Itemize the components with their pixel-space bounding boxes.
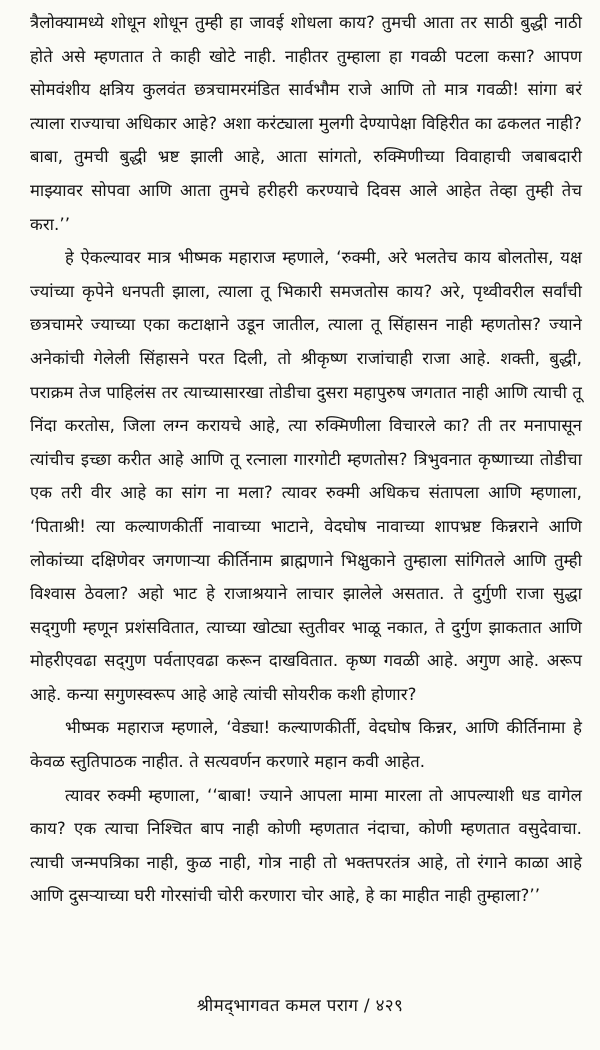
paragraph-2: हे ऐकल्यावर मात्र भीष्मक महाराज म्हणाले, ‘रुक्मी, अरे भलतेच काय बोलतोस, यक्ष ज्यांच्या कृपेने धनपती झाला, त्याला तू भिकारी समजतोस काय? अरे, पृथ्वीवरील सर्वांची छत्रचामरे ज्याच्या एका कटाक्षाने उडून जातील, त्याला तू सिंहासन नाही म्हणतोस? ज्याने अनेकांची गेलेली सिंहासने परत दिली, तो श्रीकृष्ण राजांचाही राजा आहे. शक्ती, बुद्धी, पराक्रम तेज पाहिलंस तर त्याच्यासारखा तोडीचा दुसरा महापुरुष जगतात नाही आणि त्याची तू निंदा करतोस, जिला लग्न करायचे आहे, त्या रुक्मिणीला विचारले का? ती तर मनापासून त्यांचीच इच्छा करीत आहे आणि तू रत्नाला गारगोटी म्हणतोस? त्रिभुवनात कृष्णाच्या तोडीचा एक तरी वीर आहे का सांग ना मला? त्यावर रुक्मी अधिकच संतापला आणि म्हणाला, ‘पिताश्री! त्या कल्याणकीर्ती नावाच्या भाटाने, वेदघोष नावाच्या शापभ्रष्ट किन्नराने आणि लोकांच्या दक्षिणेवर जगणाऱ्या कीर्तिनाम ब्राह्मणाने भिक्षुकाने तुम्हाला सांगितले आणि तुम्ही विश्वास ठेवला? अहो भाट हे राजाश्रयाने लाचार झालेले असतात. ते दुर्गुणी राजा सुद्धा सद्‌गुणी म्हणून प्रशंसवितात, त्याच्या खोट्या स्तुतीवर भाळू नकात, ते दुर्गुण झाकतात आणि मोहरीएवढा सद्‌गुण पर्वताएवढा करून दाखवितात. कृष्ण गवळी आहे. अगुण आहे. अरूप आहे. कन्या सगुणस्वरूप आहे आहे त्यांची सोयरीक कशी होणार? <box>30 248 582 704</box>
paragraph-3: भीष्मक महाराज म्हणाले, ‘वेड्या! कल्याणकीर्ती, वेदघोष किन्नर, आणि कीर्तिनामा हे केवळ स्तुतिपाठक नाहीत. ते सत्यवर्णन करणारे महान कवी आहेत. <box>30 718 582 772</box>
page-footer: श्रीमद्‌भागवत कमल पराग / ४२९ <box>196 996 404 1016</box>
paragraph-4: त्यावर रुक्मी म्हणाला, ‘‘बाबा! ज्याने आपला मामा मारला तो आपल्याशी धड वागेल काय? एक त्याचा निश्चित बाप नाही कोणी म्हणतात नंदाचा, कोणी म्हणतात वसुदेवाचा. त्याची जन्मपत्रिका नाही, कुळ नाही, गोत्र नाही तो भक्तपरतंत्र आहे, तो रंगाने काळा आहे आणि दुसऱ्याच्या घरी गोरसांची चोरी करणारा चोर आहे, हे का माहीत नाही तुम्हाला?’’ <box>30 785 582 906</box>
page-body-text <box>30 6 582 913</box>
paragraph-1: त्रैलोक्यामध्ये शोधून शोधून तुम्ही हा जावई शोधला काय? तुमची आता तर साठी बुद्धी नाठी होते असे म्हणतात ते काही खोटे नाही. नाहीतर तुम्हाला हा गवळी पटला कसा? आपण सोमवंशीय क्षत्रिय कुलवंत छत्रचामरमंडित सार्वभौम राजे आणि तो मात्र गवळी! सांगा बरं त्याला राज्याचा अधिकार आहे? अशा करंट्याला मुलगी देण्यापेक्षा विहिरीत का ढकलत नाही? बाबा, तुमची बुद्धी भ्रष्ट झाली आहे, आता सांगतो, रुक्मिणीच्या विवाहाची जबाबदारी माझ्यावर सोपवा आणि आता तुमचे हरीहरी करण्याचे दिवस आले आहेत तेव्हा तुम्ही तेच करा.’’ <box>30 13 582 234</box>
